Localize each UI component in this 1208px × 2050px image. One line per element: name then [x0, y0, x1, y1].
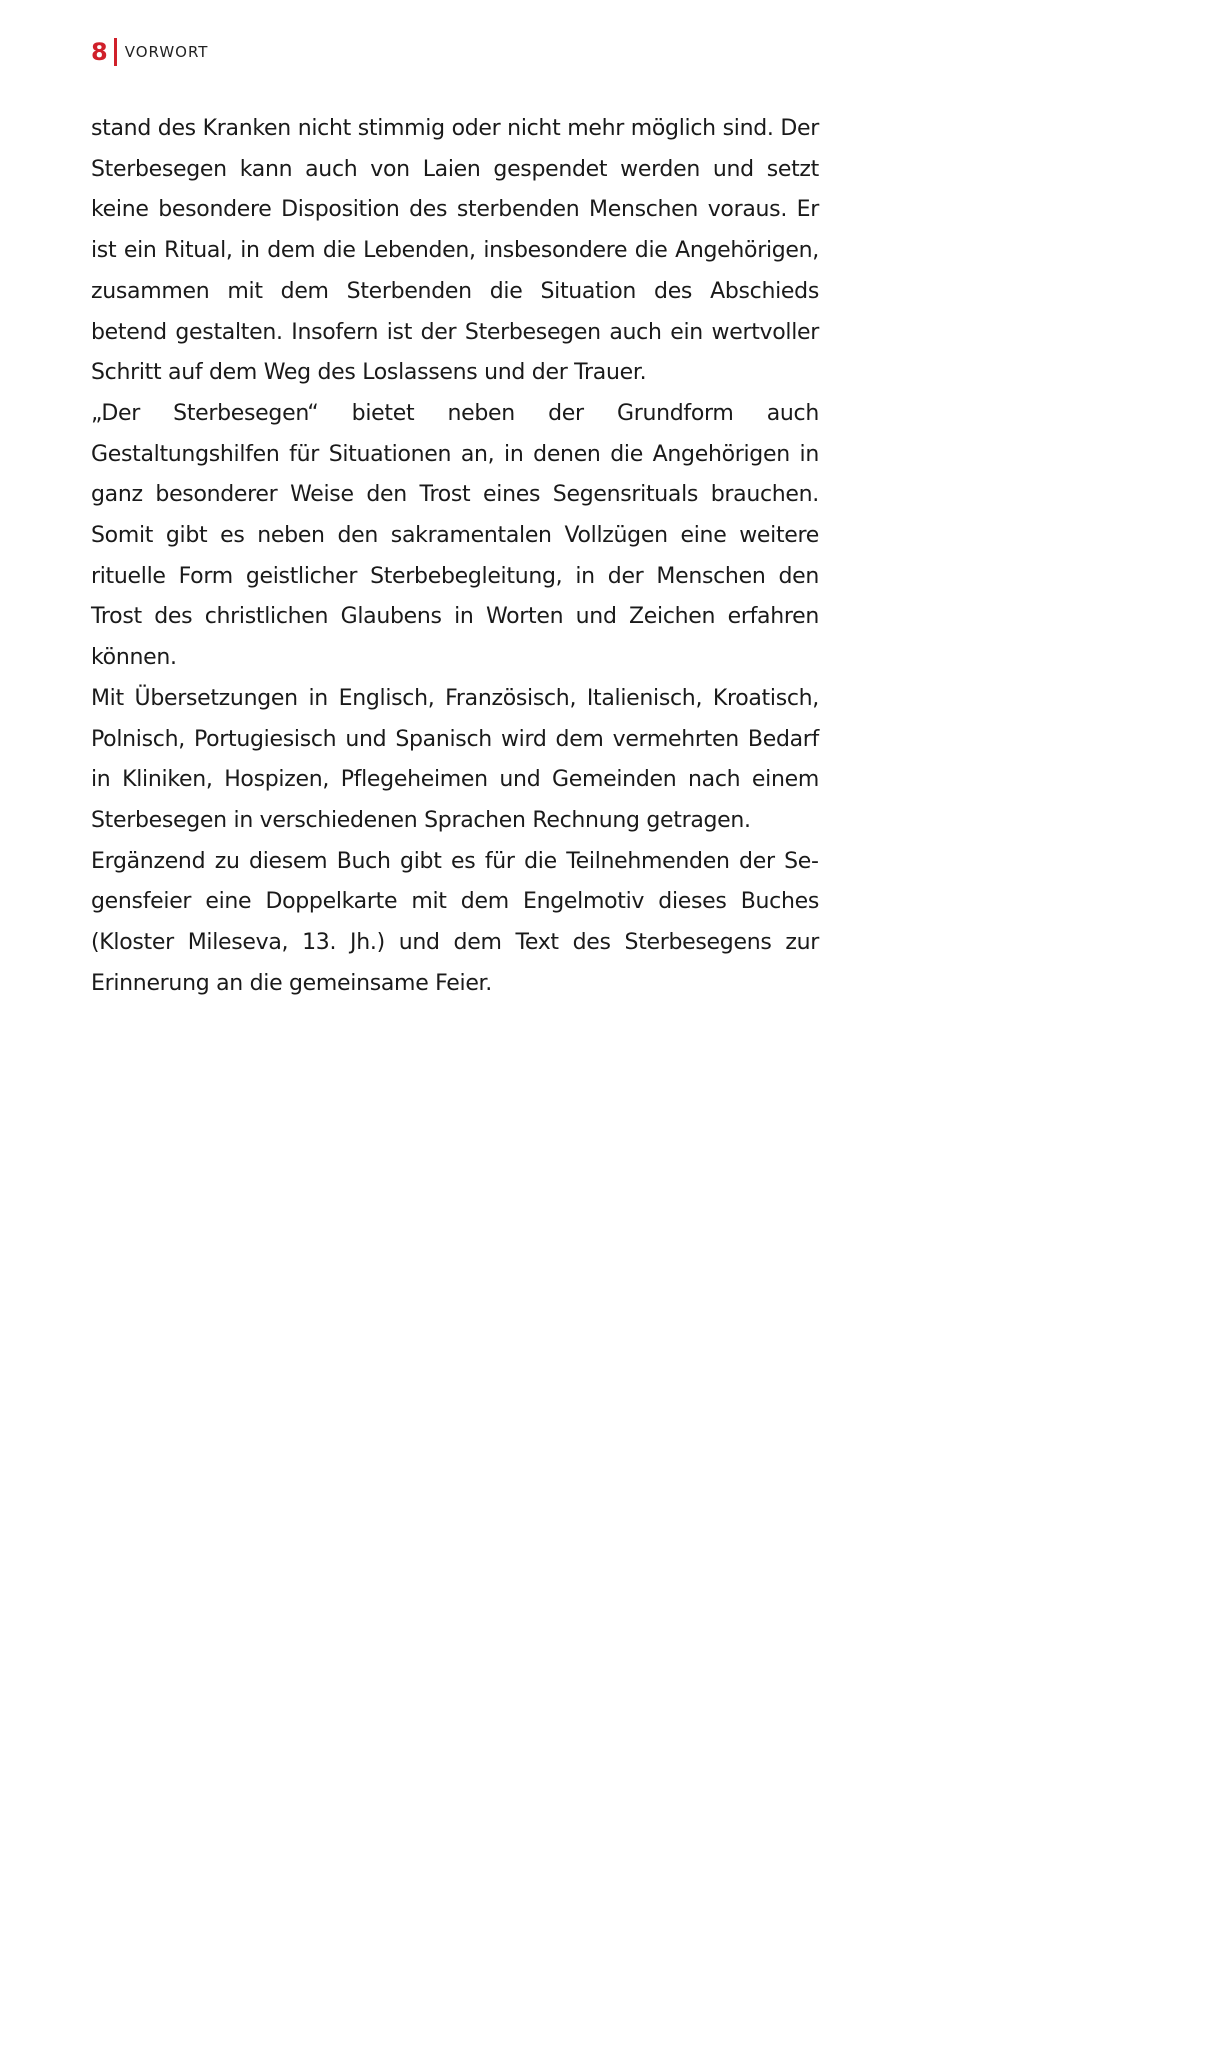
paragraph: Mit Übersetzungen in Englisch, Französisch, Italienisch, Kroatisch, Polnisch, Portugiesisch und Spanisch wird dem vermehrten Bedarf in Kliniken, Hospizen, Pflegeheimen und Gemeinden nach einem Sterbesegen in verschiedenen Sprachen Rechnung getragen. — [91, 685, 819, 833]
running-header — [91, 36, 208, 68]
paragraph: stand des Kranken nicht stimmig oder nicht mehr möglich sind. Der Sterbesegen kann auch von Laien gespendet werden und setzt keine besondere Disposition des sterbenden Menschen voraus. Er ist ein Ritual, in dem die Lebenden, insbesondere die Angehörigen, zusammen mit dem Sterbenden die Situation des Abschieds betend gestalten. Insofern ist der Sterbesegen auch ein wertvoller Schritt auf dem Weg des Loslassens und der Trauer. — [91, 116, 819, 386]
paragraph: „Der Sterbesegen“ bietet neben der Grundform auch Gestaltungshilfen für Situationen an, in denen die Angehörigen in ganz besonderer Weise den Trost eines Segensrituals brauchen. Somit gibt es neben den sakramentalen Vollzügen eine weitere rituelle Form geistlicher Sterbebegleitung, in der Menschen den Trost des christlichen Glaubens in Worten und Zeichen erfahren können. — [91, 400, 819, 671]
paragraph: Ergänzend zu diesem Buch gibt es für die Teilnehmenden der Segensfeier eine Doppelkarte mit dem Engelmotiv dieses Buches (Kloster Mileseva, 13. Jh.) und dem Text des Sterbesegens zur Erinnerung an die gemeinsame Feier. — [91, 848, 819, 996]
body-text — [91, 109, 819, 1004]
page-number: 8 — [91, 38, 108, 66]
chapter-title: VORWORT — [124, 43, 209, 61]
header-divider — [114, 38, 117, 66]
